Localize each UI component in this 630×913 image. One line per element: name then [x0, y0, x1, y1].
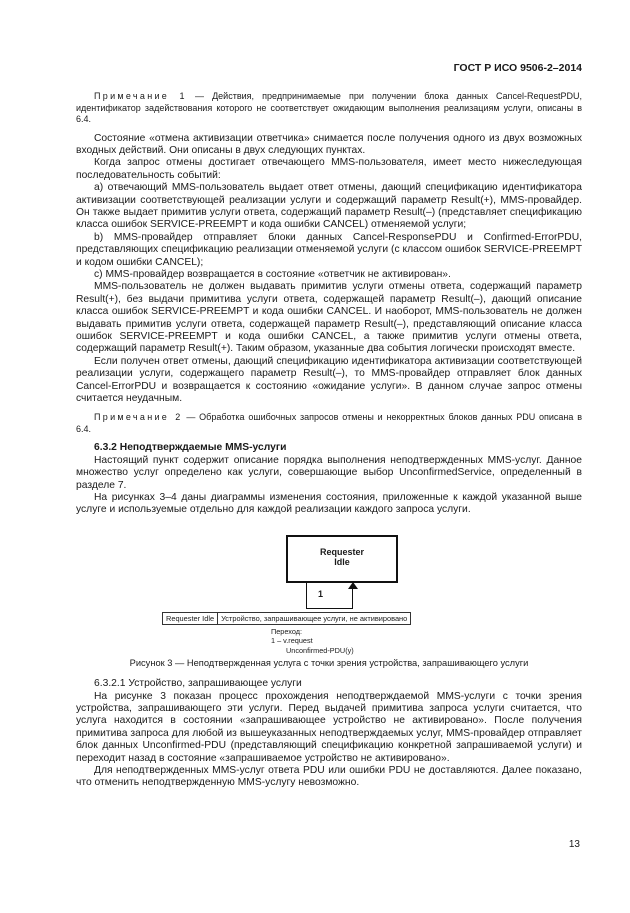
subsection-title: 6.3.2.1 Устройство, запрашивающее услуги: [94, 678, 302, 690]
note-2-text: — Обработка ошибочных запросов отмены и некорректных блоков данных PDU описана в 6.4.: [76, 412, 583, 434]
list-item-a: а) отвечающий MMS-пользователь выдает ответ отмены, дающий спецификацию идентификатора активизации соответствующей реализации услуги и содержащий параметр Result(+), MMS-провайдер. Он также выдает примитив услуги ответа, содержащий параметр Result(–) (представляет спецификацию класса ошибок SERVICE-PREEMPT и кода ошибки CANCEL) отменяемой услуги;: [76, 182, 582, 231]
figure-caption: Рисунок 3 — Неподтвержденная услуга с точки зрения устройства, запрашивающего услуги: [129, 658, 529, 669]
transition-line-2: Unconfirmed-PDU(y): [286, 645, 354, 655]
transition-title: Переход:: [271, 626, 303, 636]
note-1-text: — Действия, предпринимаемые при получении блока данных Cancel-RequestPDU, идентификатор задействования которого не соответствует ожидающим выполнения реализациям услуги, описаны в 6.4.: [76, 91, 582, 124]
section-title: 6.3.2 Неподтверждаемые MMS-услуги: [94, 442, 287, 454]
page-content: [76, 91, 582, 790]
paragraph-8: Для неподтвержденных MMS-услуг ответа PDU или ошибки PDU не доставляются. Далее показано, что отменить неподтвержденную MMS-услугу невозможно.: [76, 764, 582, 789]
state-legend-table: [162, 612, 411, 625]
paragraph-4: Если получен ответ отмены, дающий спецификацию идентификатора активизации соответствующей реализации услуги, содержащего параметр Result(–), то MMS-провайдер отправляет блок данных Cancel-ErrorPDU и возвращается к состоянию «ожидание услуги». В данном случае запрос отмены считается неудачным.: [76, 355, 582, 405]
state-box-requester-idle: [286, 535, 398, 583]
state-diagram: [76, 523, 582, 623]
transition-line-bottom: [306, 608, 353, 609]
state-label-line2: Idle: [334, 556, 350, 567]
list-item-c: c) MMS-провайдер возвращается в состояние «ответчик не активирован».: [94, 268, 451, 280]
state-value-cell: Устройство, запрашивающее услуги, не активировано: [218, 612, 411, 624]
transition-line-1: 1 – v.request: [271, 636, 313, 646]
list-item-b: b) MMS-провайдер отправляет блоки данных Cancel-ResponsePDU и Confirmed-ErrorPDU, представляющих спецификацию реализации отменяемой услуги (с классом ошибок SERVICE-PREEMPT и кодом ошибки CANCEL);: [76, 231, 582, 268]
paragraph-2: Когда запрос отмены достигает отвечающего MMS-пользователя, имеет место нижеследующая последовательность событий:: [76, 157, 582, 181]
paragraph-5: Настоящий пункт содержит описание порядка выполнения неподтвержденных MMS-услуг. Данное множество услуг определено как услуги, совершающие выбор UnconfirmedService, определенный в разделе 7.: [76, 454, 582, 491]
note-1-label: Примечание 1: [94, 91, 187, 101]
paragraph-6: На рисунках 3–4 даны диаграммы изменения состояния, приложенные к каждой указанной выше услуге и используемые отдельно для каждой реализации каждого запроса услуги.: [76, 492, 582, 516]
note-2: [76, 412, 582, 435]
transition-legend: [271, 627, 582, 655]
page-number: 13: [568, 839, 580, 850]
transition-line-right: [352, 589, 353, 609]
paragraph-3: MMS-пользователь не должен выдавать примитив услуги отмены ответа, содержащий параметр Result(+), без выдачи примитива услуги ответа, содержащей параметр Result(–), дающий описание класса ошибок SERVICE-PREEMPT и кода ошибки CANCEL. И наоборот, MMS-пользователь не должен выдавать примитив услуги ответа, содержащей параметр Result(–), представляющий описание класса ошибок SERVICE-PREEMPT и кода ошибки CANCEL, а также примитив услуги отмены ответа, содержащий параметр Result(+). Таким образом, указанные два события логически происходят вместе.: [76, 281, 582, 355]
state-label-line1: Requester: [319, 546, 364, 557]
paragraph-1: Состояние «отмена активизации ответчика» снимается после получения одного из двух возможных входных действий. Они описаны в двух следующих пунктах.: [76, 132, 582, 156]
note-1: [76, 91, 582, 126]
state-key-cell: Requester Idle: [163, 612, 218, 624]
paragraph-7: На рисунке 3 показан процесс прохождения неподтверждаемой MMS-услуги с точки зрения устройства, запрашивающего эти услуги. Перед выдачей примитива запроса услуги считается, что услуга находится в состоянии «запрашивающее устройство не активировано». После получения примитива запроса для любой из вышеуказанных неподтверждаемых услуг, MMS-провайдер отправляет блок данных Unconfirmed-PDU (представляющий спецификацию конкретной запрашиваемой услуги) и переходит назад в состояние «запрашиваемое устройство не активировано».: [76, 690, 582, 764]
arrow-up-icon: [348, 582, 358, 589]
document-header: ГОСТ Р ИСО 9506-2–2014: [453, 62, 582, 74]
note-2-label: Примечание 2: [94, 412, 183, 423]
transition-number: 1: [318, 588, 324, 599]
transition-line-left: [306, 582, 307, 609]
table-row: [163, 612, 411, 624]
